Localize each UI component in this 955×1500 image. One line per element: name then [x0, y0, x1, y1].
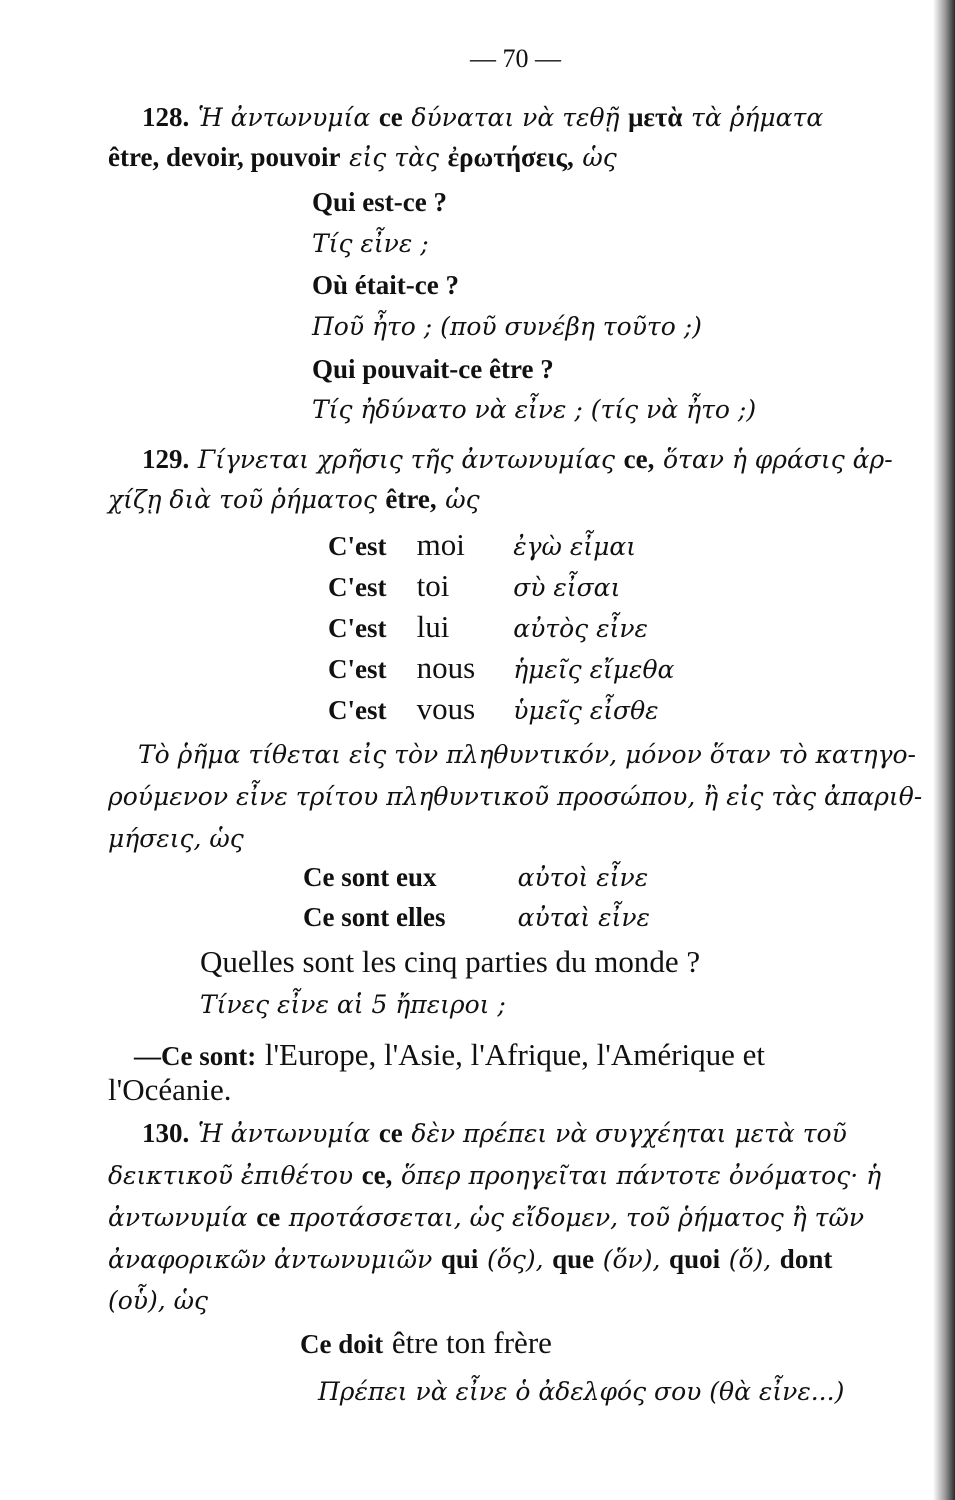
text: ὡς — [445, 485, 480, 514]
text: (ὅς), — [487, 1245, 544, 1274]
ce-doit: Ce doit — [300, 1329, 384, 1359]
sec129-number: 129. — [142, 444, 190, 474]
cest-label: C'est — [328, 572, 387, 602]
term-ce: ce — [378, 102, 403, 132]
pronoun-gr: ἡμεῖς εἴμεθα — [513, 655, 675, 684]
question-fr: Quelles sont les cinq parties du monde ? — [200, 944, 701, 979]
example-gr: Ποῦ ἦτο ; (ποῦ συνέβη τοῦτο ;) — [312, 312, 702, 341]
text: ἀντωνυμία — [108, 1203, 248, 1232]
text: (ὅ), — [728, 1245, 772, 1274]
example-rest: être ton frère — [391, 1325, 552, 1360]
cest-row — [328, 692, 659, 728]
ce-sont-fr: Ce sont elles — [303, 902, 446, 932]
final-example-gr: Πρέπει νὰ εἶνε ὁ ἀδελφός σου (θὰ εἶνε...) — [318, 1377, 845, 1406]
question-gr: Τίνες εἶνε αἱ 5 ἤπειροι ; — [200, 990, 506, 1019]
text: Ἡ ἀντωνυμία — [197, 1119, 371, 1148]
text: προτάσσεται, ὡς εἴδομεν, τοῦ ῥήματος ἢ τῶν — [288, 1203, 865, 1232]
example-fr: Qui est-ce ? — [312, 187, 447, 217]
sec130-line4 — [108, 1242, 832, 1277]
ce-sont-row — [303, 860, 648, 895]
ce-sont-fr: Ce sont eux — [303, 862, 437, 892]
paragraph-line: ρούμενον εἶνε τρίτου πληθυντικοῦ προσώπου, ἢ εἰς τὰς ἀπαριθ- — [108, 782, 923, 811]
text: χίζῃ διὰ τοῦ ῥήματος — [108, 485, 377, 514]
sec128-line2 — [108, 140, 617, 175]
cest-row — [328, 610, 648, 646]
page-number: — 70 — — [470, 44, 561, 73]
paragraph-line: Τὸ ῥῆμα τίθεται εἰς τὸν πληθυντικόν, μόνον ὅταν τὸ κατηγο- — [138, 740, 917, 769]
cest-label: C'est — [328, 695, 387, 725]
sec128-line1 — [142, 100, 823, 135]
text: τὰ ῥήματα — [691, 103, 824, 132]
pronoun-gr: σὺ εἶσαι — [513, 573, 621, 602]
term-ce: ce — [378, 1118, 403, 1148]
pronoun-fr: nous — [416, 650, 476, 685]
term-ce: ce, — [361, 1160, 393, 1190]
text: δύναται νὰ τεθῇ — [411, 103, 620, 132]
answer-text: l'Europe, l'Asie, l'Afrique, l'Amérique et — [264, 1037, 765, 1072]
ce-sont-gr: αὐτοὶ εἶνε — [517, 863, 649, 892]
final-example-fr — [300, 1326, 552, 1362]
sec130-number: 130. — [142, 1118, 190, 1148]
term-ce: ce, — [623, 444, 655, 474]
term-qui: qui — [440, 1244, 479, 1274]
example-gr: Τίς εἶνε ; — [312, 229, 429, 258]
cest-label: C'est — [328, 613, 387, 643]
sec130-line5: (οὗ), ὡς — [108, 1286, 209, 1315]
pronoun-fr: vous — [416, 691, 476, 726]
text: εἰς τὰς — [349, 143, 439, 172]
example-fr: Qui pouvait-ce être ? — [312, 354, 554, 384]
text: δεικτικοῦ ἐπιθέτου — [108, 1161, 354, 1190]
pronoun-fr: lui — [416, 609, 450, 644]
text: (ὅν), — [602, 1245, 661, 1274]
pronoun-fr: moi — [416, 527, 465, 562]
sec128-number: 128. — [142, 102, 190, 132]
cest-row — [328, 651, 674, 687]
term-dont: dont — [779, 1244, 833, 1274]
answer-label: —Ce sont: — [134, 1041, 257, 1071]
term-que: que — [552, 1244, 595, 1274]
text: ὡς — [582, 143, 617, 172]
cest-row — [328, 528, 636, 564]
text: ὅπερ προηγεῖται πάντοτε ὀνόματος· ἡ — [401, 1161, 882, 1190]
pronoun-gr: αὐτὸς εἶνε — [513, 614, 648, 643]
paragraph-line: μήσεις, ὡς — [108, 824, 244, 853]
ce-sont-gr: αὐταὶ εἶνε — [517, 903, 650, 932]
sec129-line2 — [108, 482, 480, 517]
term-quoi: quoi — [669, 1244, 721, 1274]
sec129-line1 — [142, 442, 893, 477]
text: Ἡ ἀντωνυμία — [197, 103, 371, 132]
text: δὲν πρέπει νὰ συγχέηται μετὰ τοῦ — [411, 1119, 847, 1148]
sec130-line3 — [108, 1200, 864, 1235]
example-gr: Τίς ἠδύνατο νὰ εἶνε ; (τίς νὰ ἦτο ;) — [312, 395, 757, 424]
text: Γίγνεται χρῆσις τῆς ἀντωνυμίας — [197, 445, 616, 474]
term-etre: être, — [385, 484, 437, 514]
ce-sont-row — [303, 900, 650, 935]
term-ce: ce — [256, 1202, 281, 1232]
pronoun-fr: toi — [416, 568, 450, 603]
verbs-list: être, devoir, pouvoir — [108, 142, 341, 172]
answer-line1 — [134, 1038, 765, 1074]
cest-label: C'est — [328, 654, 387, 684]
sec130-line2 — [108, 1158, 881, 1193]
cest-row — [328, 569, 620, 605]
pronoun-gr: ὑμεῖς εἶσθε — [513, 696, 659, 725]
example-fr: Où était-ce ? — [312, 270, 459, 300]
sec130-line1 — [142, 1116, 847, 1151]
pronoun-gr: ἐγὼ εἶμαι — [513, 532, 637, 561]
answer-line2: l'Océanie. — [108, 1072, 232, 1107]
text: ἀναφορικῶν ἀντωνυμιῶν — [108, 1245, 433, 1274]
cest-label: C'est — [328, 531, 387, 561]
term-meta: μετὰ — [628, 102, 683, 132]
term-erotiseis: ἐρωτήσεις, — [447, 142, 574, 172]
text: ὅταν ἡ φράσις ἀρ- — [662, 445, 893, 474]
